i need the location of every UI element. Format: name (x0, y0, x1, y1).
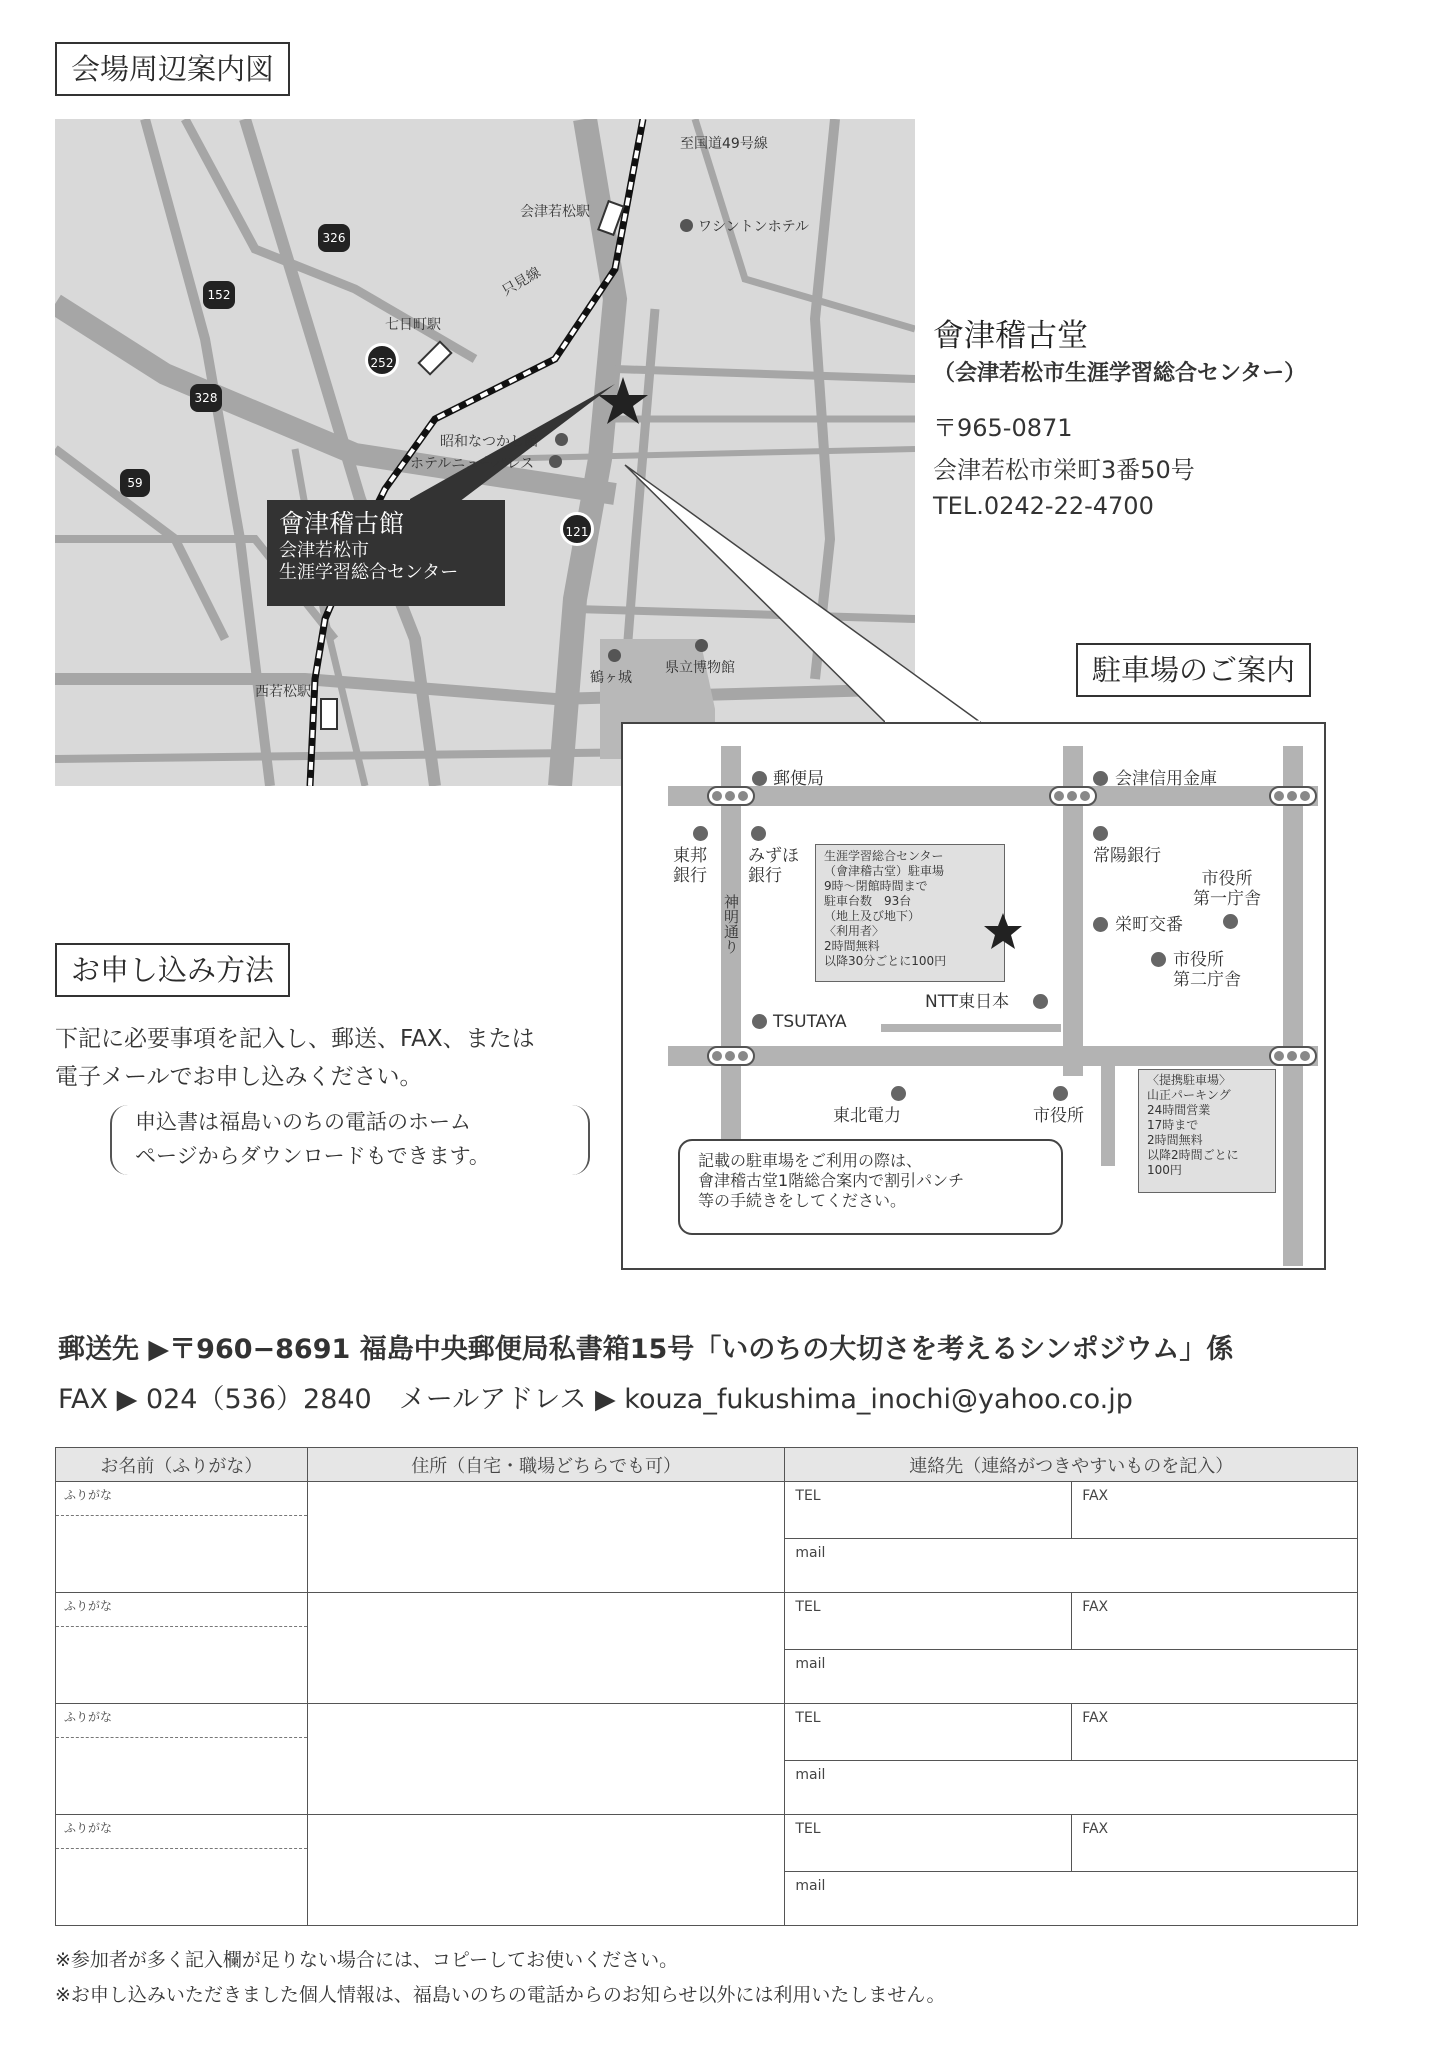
dot-city-hall-1 (1223, 914, 1238, 929)
label-hotel-new-palace: ホテルニューパレス (410, 456, 535, 472)
dot-mizuho-bank (751, 826, 766, 841)
header-name: お名前（ふりがな） (56, 1448, 308, 1482)
traffic-signal (707, 786, 755, 806)
tel-cell[interactable]: TEL (785, 1482, 1072, 1538)
label-city-hall: 市役所 (1033, 1106, 1084, 1126)
label-prefectural-museum: 県立博物館 (665, 660, 735, 676)
label-aizuwakamatsu-station: 会津若松駅 (520, 204, 590, 220)
parking-map (621, 722, 1326, 1270)
route-152-badge: 152 (203, 281, 235, 309)
partner-parking-info: 〈提携駐車場〉 山正パーキング 24時間営業 17時まで 2時間無料 以降2時間ごとに 100円 (1138, 1069, 1276, 1193)
furigana-label: ふりがな (56, 1482, 307, 1516)
route-59-badge: 59 (120, 469, 150, 497)
fax-cell[interactable]: FAX (1072, 1593, 1358, 1649)
label-nishiwakamatsu-station: 西若松駅 (255, 684, 311, 700)
form-row (56, 1593, 1358, 1649)
venue-callout-line1: 会津若松市 (279, 540, 369, 561)
form-row (56, 1482, 1358, 1538)
address-cell[interactable] (307, 1593, 785, 1704)
label-route49: 至国道49号線 (680, 136, 768, 152)
parking-lot-info: 生涯学習総合センター （會津稽古堂）駐車場 9時〜閉館時間まで 駐車台数 93台 （地上及び地下） 〈利用者〉 2時間無料 以降30分ごとに100円 (815, 844, 1005, 982)
furigana-label: ふりがな (56, 1593, 307, 1627)
dot-tsutaya (752, 1014, 767, 1029)
route-328-badge: 328 (190, 384, 222, 412)
address-cell[interactable] (307, 1815, 785, 1926)
venue-subtitle: （会津若松市生涯学習総合センター） (933, 361, 1307, 386)
mail-cell[interactable]: mail (785, 1871, 1358, 1925)
fax-cell[interactable]: FAX (1072, 1815, 1358, 1871)
label-joyo-bank: 常陽銀行 (1093, 846, 1161, 866)
fax-cell[interactable]: FAX (1072, 1482, 1358, 1538)
mail-cell[interactable]: mail (785, 1649, 1358, 1703)
parking-notice: 記載の駐車場をご利用の際は、 會津稽古堂1階総合案内で割引パンチ 等の手続きをしてください。 (678, 1139, 1063, 1235)
dot-aizu-shinkin (1093, 771, 1108, 786)
form-row (56, 1815, 1358, 1871)
label-city-hall-1: 市役所 第一庁舎 (1193, 869, 1261, 909)
application-body: 下記に必要事項を記入し、郵送、FAX、または 電子メールでお申し込みください。 (55, 1026, 535, 1090)
name-cell[interactable] (56, 1482, 308, 1593)
note-copy: ※参加者が多く記入欄が足りない場合には、コピーしてお使いください。 (55, 1949, 679, 1971)
label-nanukamachi-station: 七日町駅 (385, 317, 441, 333)
fax-email-line: FAX ▶ 024（536）2840 メールアドレス ▶ kouza_fukushima_inochi@yahoo.co.jp (58, 1384, 1133, 1415)
furigana-label: ふりがな (56, 1815, 307, 1849)
parking-section-title: 駐車場のご案内 (1076, 643, 1311, 697)
furigana-label: ふりがな (56, 1704, 307, 1738)
dot-joyo-bank (1093, 826, 1108, 841)
fax-cell[interactable]: FAX (1072, 1704, 1358, 1760)
tel-cell[interactable]: TEL (785, 1704, 1072, 1760)
label-toho-bank: 東邦 銀行 (673, 846, 707, 886)
label-ntt: NTT東日本 (925, 992, 1010, 1012)
header-contact: 連絡先（連絡がつきやすいものを記入） (785, 1448, 1358, 1482)
label-showa-museum: 昭和なつかし館 (440, 434, 538, 450)
dot-sakaemachi-koban (1093, 917, 1108, 932)
dot-city-hall (1053, 1086, 1068, 1101)
tel-cell[interactable]: TEL (785, 1593, 1072, 1649)
mail-cell[interactable]: mail (785, 1760, 1358, 1814)
label-tsurugajo: 鶴ヶ城 (590, 670, 632, 686)
label-mizuho-bank: みずほ 銀行 (748, 846, 799, 886)
application-section-title: お申し込み方法 (55, 943, 290, 997)
address-cell[interactable] (307, 1704, 785, 1815)
mail-address-line: 郵送先 ▶〒960−8691 福島中央郵便局私書箱15号「いのちの大切さを考えるシンポジウム」係 (58, 1334, 1234, 1365)
label-post-office: 郵便局 (773, 769, 824, 789)
parking-lot-star (983, 912, 1023, 950)
venue-tel: TEL.0242-22-4700 (933, 492, 1154, 520)
dot-post-office (752, 771, 767, 786)
venue-callout-line2: 生涯学習総合センター (279, 562, 459, 583)
traffic-signal (707, 1046, 755, 1066)
traffic-signal (1269, 786, 1317, 806)
application-form (55, 1447, 1358, 1926)
name-cell[interactable] (56, 1815, 308, 1926)
venue-postal: 〒965-0871 (933, 414, 1073, 442)
label-sakaemachi-koban: 栄町交番 (1115, 915, 1183, 935)
form-row (56, 1704, 1358, 1760)
traffic-signal (1269, 1046, 1317, 1066)
address-cell[interactable] (307, 1482, 785, 1593)
dot-city-hall-2 (1151, 952, 1166, 967)
map-section-title: 会場周辺案内図 (55, 42, 290, 96)
name-cell[interactable] (56, 1704, 308, 1815)
mail-cell[interactable]: mail (785, 1538, 1358, 1592)
dot-ntt (1033, 994, 1048, 1009)
label-city-hall-2: 市役所 第二庁舎 (1173, 950, 1241, 990)
label-aizu-shinkin: 会津信用金庫 (1115, 769, 1217, 789)
route-252-badge: 252 (365, 343, 399, 377)
venue-callout-name: 會津稽古館 (279, 509, 405, 538)
label-tsutaya: TSUTAYA (773, 1012, 847, 1032)
note-privacy: ※お申し込みいただきました個人情報は、福島いのちの電話からのお知らせ以外には利用いたしません。 (55, 1984, 946, 2006)
tel-cell[interactable]: TEL (785, 1815, 1072, 1871)
name-cell[interactable] (56, 1593, 308, 1704)
route-121-badge: 121 (560, 512, 594, 546)
traffic-signal (1049, 786, 1097, 806)
dot-toho-bank (693, 826, 708, 841)
application-paren-text: 申込書は福島いのちの電話のホーム ページからダウンロードもできます。 (135, 1110, 490, 1168)
route-326-badge: 326 (318, 224, 350, 252)
label-shinmei-dori: 神明通り (722, 894, 740, 954)
label-tohoku-electric: 東北電力 (833, 1106, 901, 1126)
dot-tohoku-electric (891, 1086, 906, 1101)
label-washington-hotel: ワシントンホテル (698, 219, 809, 235)
venue-street: 会津若松市栄町3番50号 (933, 456, 1195, 484)
label-tadami-line: 只見線 (499, 264, 544, 300)
venue-name: 會津稽古堂 (933, 318, 1088, 354)
header-address: 住所（自宅・職場どちらでも可） (307, 1448, 785, 1482)
